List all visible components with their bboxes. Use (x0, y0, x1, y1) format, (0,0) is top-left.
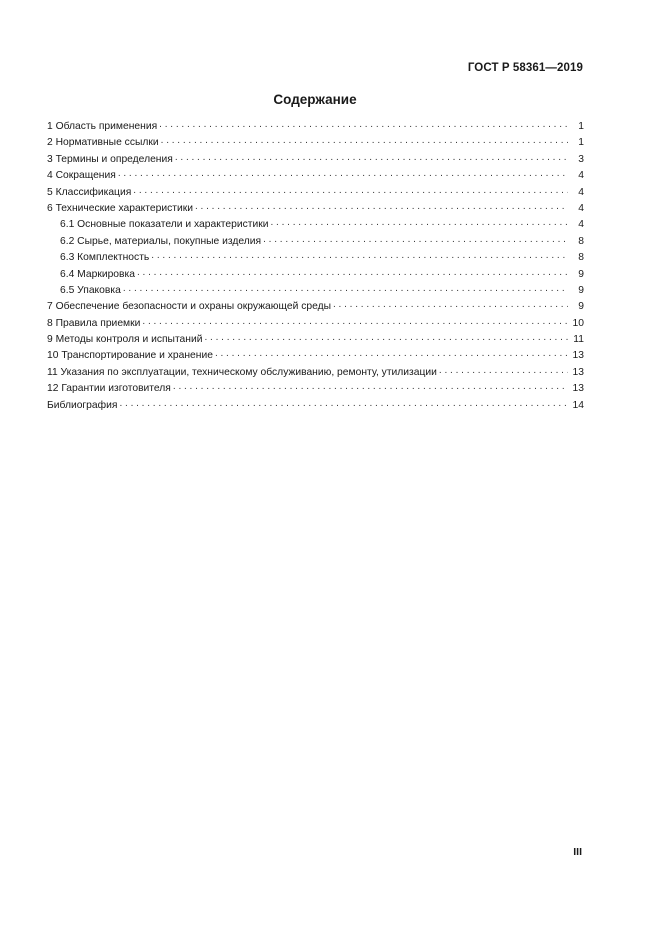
toc-entry-page: 9 (578, 301, 584, 313)
toc-leader-dots (215, 346, 568, 362)
toc-entry-label: 2 Нормативные ссылки (47, 137, 159, 149)
toc-leader-dots (151, 248, 568, 264)
toc-entry-label: 12 Гарантии изготовителя (47, 383, 171, 395)
toc-leader-dots (204, 330, 568, 346)
toc-entry-page: 13 (572, 366, 584, 378)
toc-entry-label: 6.1 Основные показатели и характеристики (60, 219, 269, 231)
toc-entry-page: 1 (578, 137, 584, 149)
toc-leader-dots (271, 215, 569, 231)
toc-entry-page: 1 (578, 121, 584, 132)
toc-entry-page: 9 (578, 284, 584, 296)
toc-leader-dots (161, 133, 568, 149)
toc-entry-page: 8 (578, 235, 584, 247)
toc-entry-label: 6.5 Упаковка (60, 284, 121, 296)
toc-entry-label: 6.3 Комплектность (60, 252, 150, 264)
toc-entry-label: 7 Обеспечение безопасности и охраны окружающей среды (47, 301, 331, 313)
toc-entry-page: 4 (578, 186, 584, 198)
toc-entry-page: 9 (578, 268, 584, 280)
toc-leader-dots (119, 396, 568, 412)
toc-leader-dots (333, 297, 568, 313)
toc-entry-label: 6.4 Маркировка (60, 268, 135, 280)
toc-entry-page: 4 (578, 202, 584, 214)
toc-entry-label: Библиография (47, 399, 118, 411)
toc-entry-label: 10 Транспортирование и хранение (47, 350, 213, 362)
toc-entry-page: 4 (578, 219, 584, 231)
toc-leader-dots (173, 379, 568, 395)
toc-entry-label: 11 Указания по эксплуатации, техническому обслуживанию, ремонту, утилизации (47, 366, 437, 378)
toc-leader-dots (142, 314, 568, 330)
toc-leader-dots (133, 183, 568, 199)
toc-leader-dots (439, 363, 568, 379)
toc-leader-dots (123, 281, 568, 297)
toc-entry-label: 5 Классификация (47, 186, 132, 198)
toc-entry-label: 1 Область применения (47, 121, 158, 132)
toc-leader-dots (159, 117, 568, 133)
toc-entry[interactable] (47, 398, 584, 414)
toc-entry-page: 8 (578, 252, 584, 264)
toc-entry-label: 3 Термины и определения (47, 153, 173, 165)
page-number: III (573, 846, 582, 858)
toc-leader-dots (137, 265, 568, 281)
toc-entry-label: 8 Правила приемки (47, 317, 141, 329)
toc-entry-label: 4 Сокращения (47, 170, 116, 182)
toc-entry-page: 4 (578, 170, 584, 182)
toc-leader-dots (263, 232, 568, 248)
toc-entry-page: 13 (572, 383, 584, 395)
toc-entry-page: 14 (572, 399, 584, 411)
toc-leader-dots (175, 150, 568, 166)
table-of-contents (47, 119, 584, 414)
toc-entry-page: 13 (572, 350, 584, 362)
toc-entry-label: 6.2 Сырье, материалы, покупные изделия (60, 235, 262, 247)
toc-entry-label: 6 Технические характеристики (47, 202, 193, 214)
toc-leader-dots (195, 199, 568, 215)
toc-entry-page: 3 (578, 153, 584, 165)
toc-entry-page: 11 (573, 334, 584, 346)
toc-leader-dots (118, 166, 568, 182)
toc-entry-label: 9 Методы контроля и испытаний (47, 334, 203, 346)
toc-title: Содержание (273, 92, 357, 107)
toc-entry-page: 10 (572, 317, 584, 329)
document-code: ГОСТ Р 58361—2019 (467, 62, 583, 74)
